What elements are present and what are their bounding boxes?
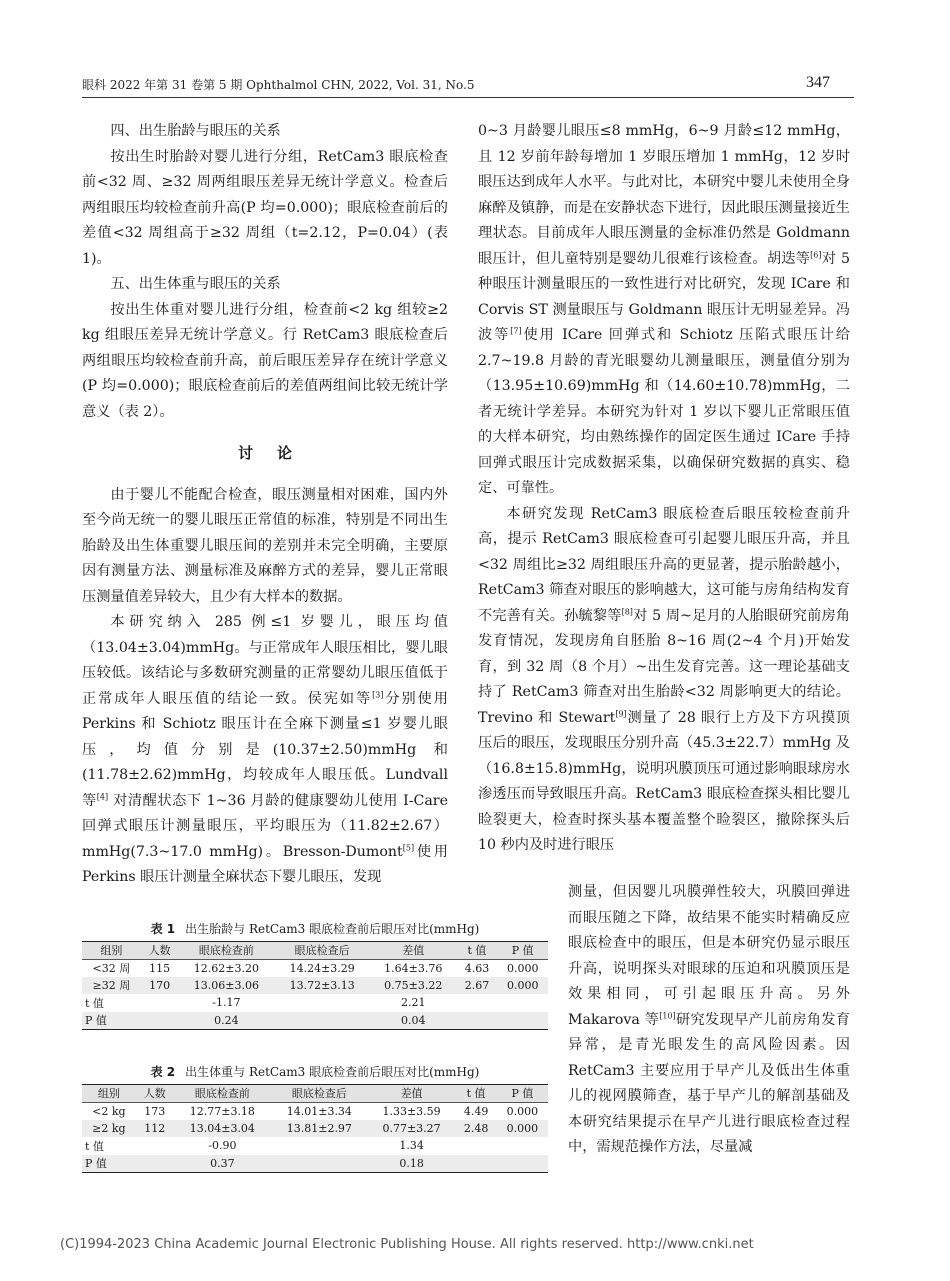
text-run: 本研究纳入 285 例≤1 岁婴儿，眼压均值（13.04±3.04)mmHg。与正常成年人眼压相比，婴儿眼压较低。该结论与多数研究测量的正常婴幼儿眼压值低于正常成年人眼压值的结论一致。侯宪如等 [82,614,448,707]
table-cell: 13.72±3.13 [289,978,355,992]
section-4-text: 按出生时胎龄对婴儿进行分组，RetCam3 眼底检查前<32 周、≥32 周两组眼压差异无统计学意义。检查后两组眼压均较检查前升高(P 均=0.000)；眼底检查前后的差值<32 周组高于≥32 周组（t=2.12，P=0.04）(表 1)。 [82,148,448,267]
citation-ref: [8] [621,606,633,616]
table-cell: 13.04±3.04 [189,1121,255,1135]
table-cell [271,1137,368,1155]
right-column [478,119,850,859]
citation-ref: [10] [659,1010,676,1020]
table-cell: P 值 [85,1157,107,1170]
table-cell: 0.04 [401,1013,426,1027]
table-cell: 0.000 [506,1121,539,1135]
table-row [82,1155,548,1173]
text-run: 测量，但因婴儿巩膜弹性较大，巩膜回弹进而眼压随之下降，故结果不能实时精确反应眼底检查中的眼压，但是本研究仍显示眼压升高，说明探头对眼球的压迫和巩膜顶压是效果相同，可引起眼压升高。另外 Makarova 等 [568,884,850,1028]
column-header: 组别 [97,1087,120,1101]
text-run: 研究发现早产儿前房角发育异常，是青光眼发生的高风险因素。因 RetCam3 主要应用于早产儿及低出生体重儿的视网膜筛查，基于早产儿的解剖基础及本研究结果提示在早产儿进行眼底检查过程中，需规范操作方法，尽量减 [568,1011,850,1155]
table-row [82,994,548,1012]
right-paragraph-3 [568,880,850,1161]
table-cell: 0.18 [399,1156,424,1170]
column-header: 人数 [143,1087,166,1101]
left-column [82,119,448,891]
table-cell: 170 [149,978,171,992]
column-header: 差值 [402,944,425,958]
table-header-row [82,1085,548,1103]
text-run: 测量了 28 眼行上方及下方巩摸顶压后的眼压，发现眼压分别升高（45.3±22.7）mmHg 及（16.8±15.8)mmHg，说明巩膜顶压可通过影响眼球房水渗透压而导致眼压升高。RetCam3 眼底检查探头相比婴儿睑裂更大，检查时探头基本覆盖整个睑裂区，撤除探头后 10 秒内及时进行眼压 [478,709,850,853]
table-cell: 4.63 [464,961,490,975]
table-cell: 1.34 [399,1139,424,1153]
table-1-label: 表 1 [150,922,176,936]
right-narrow-column [568,880,850,1161]
table-row [82,1120,548,1138]
table-header-row [82,942,548,960]
table-2-label: 表 2 [150,1065,176,1079]
table-cell: ≥2 kg [92,1121,126,1135]
table-row [82,1012,548,1030]
table-row [82,1137,548,1155]
column-header: t 值 [467,944,487,958]
table-cell: 14.01±3.34 [286,1104,352,1118]
table-cell [456,1012,497,1030]
text-run: 使用 ICare 回弹式和 Schiotz 压陷式眼压计给 2.7~19.8 月龄的青光眼婴幼儿测量眼压，测量值分别为（13.95±10.69)mmHg 和（14.60±10.78)mmHg，二者无统计学差异。本研究为针对 1 岁以下婴儿正常眼压值的大样本研究，均由熟练操作的固定医生通过 ICare 手持回弹式眼压计完成数据采集，以确保研究数据的真实、稳定、可靠性。 [478,327,850,496]
header-rule [82,97,854,98]
section-5-text: 按出生体重对婴儿进行分组，检查前<2 kg 组较≥2 kg 组眼压差异无统计学意义。行 RetCam3 眼底检查后两组眼压均较检查前升高，前后眼压差异存在统计学意义(P 均=0.000)；眼底检查前后的差值两组间比较无统计学意义（表 2）。 [82,301,448,420]
table-cell: 0.37 [210,1156,235,1170]
table-1 [82,920,548,1030]
table-cell [136,1137,174,1155]
right-paragraph-2 [478,502,850,859]
column-header: 眼底检查后 [291,1087,347,1101]
table-cell: 0.000 [506,978,539,992]
table-2-caption-text: 出生体重与 RetCam3 眼底检查前后眼压对比(mmHg) [185,1065,480,1079]
text-run: 本研究发现 RetCam3 眼底检查后眼压较检查前升高，提示 RetCam3 眼底检查可引起婴儿眼压升高，并且<32 周组比≥32 周组眼压升高的更显著，提示胎龄越小，RetCam3 筛查对眼压的影响越大，这可能与房角结构发育不完善有关。孙毓黎等 [478,505,850,624]
text-run: 对 5 种眼压计测量眼压的一致性进行对比研究，发现 ICare 和 Corvis ST 测量眼压与 Goldmann 眼压计无明显差异。冯波等 [478,250,850,343]
copyright-footer: (C)1994-2023 China Academic Journal Electronic Publishing House. All rights reserved. http://www.cnki.net [60,1237,754,1252]
discussion-paragraph-1: 由于婴儿不能配合检查，眼压测量相对困难，国内外至今尚无统一的婴儿眼压正常值的标准，特别是不同出生胎龄及出生体重婴儿眼压间的差别并未完全明确，主要原因有测量方法、测量标准及麻醉方式的差异，婴儿正常眼压测量值差异较大，且少有大样本的数据。 [82,486,448,605]
column-header: P 值 [511,944,534,958]
table-cell: <32 周 [92,962,131,975]
page-number: 347 [806,74,830,91]
discussion-paragraph-2 [82,610,448,891]
right-paragraph-1 [478,119,850,502]
citation-ref: [4] [96,791,109,801]
table-cell [497,1155,548,1173]
table-cell: 4.49 [463,1104,489,1118]
table-1-grid [82,941,548,1030]
table-2-grid [82,1084,548,1173]
table-row [82,1102,548,1120]
running-head: 眼科 2022 年第 31 卷第 5 期 Ophthalmol CHN, 2022, Vol. 31, No.5 [82,78,475,92]
table-cell: 13.06±3.06 [193,978,259,992]
citation-ref: [6] [810,249,822,259]
table-1-caption [82,920,548,937]
table-cell: 2.48 [463,1121,489,1135]
column-header: 眼底检查前 [194,1087,250,1101]
table-cell [456,994,497,1012]
table-cell: 0.000 [506,961,539,975]
table-cell [497,1012,548,1030]
table-cell: 12.77±3.18 [189,1104,255,1118]
table-cell: -1.17 [212,996,241,1010]
text-run: 分别使用 Perkins 和 Schiotz 眼压计在全麻下测量≤1 岁婴儿眼压，均值分别是(10.37±2.50)mmHg 和(11.78±2.62)mmHg，均较成年人眼压低。Lundvall 等 [82,690,448,809]
table-row [82,977,548,995]
text-run: 使用 Perkins 眼压计测量全麻状态下婴儿眼压，发现 [82,843,448,885]
table-cell: 13.81±2.97 [286,1121,352,1135]
table-cell: 0.000 [506,1104,539,1118]
discussion-title: 讨论 [237,444,316,462]
table-cell [455,1137,497,1155]
table-cell [455,1155,497,1173]
citation-ref: [3] [372,689,384,699]
text-run: 对清醒状态下 1~36 月龄的健康婴幼儿使用 I-Care 回弹式眼压计测量眼压，平均眼压为（11.82±2.67）mmHg(7.3~17.0 mmHg)。Bresson-Dumont [82,792,448,860]
table-cell: 1.33±3.59 [382,1104,441,1118]
table-cell [274,1012,370,1030]
table-cell: ≥32 周 [92,979,131,993]
table-cell: 173 [144,1104,166,1118]
column-header: 人数 [148,944,171,958]
table-cell: 12.62±3.20 [193,961,259,975]
column-header: P 值 [511,1087,534,1101]
table-cell: 112 [144,1121,166,1135]
table-cell [141,994,179,1012]
table-cell: t 值 [85,996,104,1010]
table-cell: P 值 [85,1014,107,1027]
section-4-title: 四、出生胎龄与眼压的关系 [110,123,281,139]
column-header: 眼底检查后 [294,944,350,958]
table-cell [271,1155,368,1173]
table-cell: t 值 [85,1139,104,1153]
table-cell: 0.75±3.22 [384,978,443,992]
table-cell: 0.77±3.27 [382,1121,441,1135]
table-cell [141,1012,179,1030]
table-cell: 115 [149,961,171,975]
table-cell: 1.64±3.76 [384,961,443,975]
column-header: t 值 [466,1087,486,1101]
table-cell [497,1137,548,1155]
table-cell: -0.90 [208,1139,237,1153]
table-cell: 14.24±3.29 [289,961,355,975]
table-1-caption-text: 出生胎龄与 RetCam3 眼底检查前后眼压对比(mmHg) [185,922,480,936]
citation-ref: [9] [615,708,627,718]
citation-ref: [7] [510,326,522,336]
table-cell [497,994,548,1012]
text-run: 0~3 月龄婴儿眼压≤8 mmHg，6~9 月龄≤12 mmHg，且 12 岁前年龄每增加 1 岁眼压增加 1 mmHg，12 岁时眼压达到成年人水平。与此对比，本研究中婴儿未使用全身麻醉及镇静，而是在安静状态下进行，因此眼压测量接近生理状态。目前成年人眼压测量的金标准仍然是 Goldmann 眼压计，但儿童特别是婴幼儿很难行该检查。胡迭等 [478,123,850,267]
table-2-caption [82,1063,548,1080]
table-2 [82,1063,548,1173]
table-cell: 2.67 [464,978,490,992]
citation-ref: [5] [402,842,415,852]
table-cell [274,994,370,1012]
column-header: 组别 [100,944,123,958]
table-cell: 2.21 [401,996,426,1010]
column-header: 差值 [400,1087,423,1101]
section-5-title: 五、出生体重与眼压的关系 [110,276,281,292]
table-cell: <2 kg [92,1104,126,1118]
column-header: 眼底检查前 [198,944,254,958]
table-row [82,959,548,977]
table-cell [136,1155,174,1173]
table-cell: 0.24 [214,1013,239,1027]
text-run: 对 5 周~足月的人胎眼研究前房角发育情况，发现房角自胚胎 8~16 周(2~4 个月)开始发育，到 32 周（8 个月）~出生发育完善。这一理论基础支持了 RetCam3 筛查对出生胎龄<32 周影响更大的结论。Trevino 和 Stewart [478,607,850,726]
